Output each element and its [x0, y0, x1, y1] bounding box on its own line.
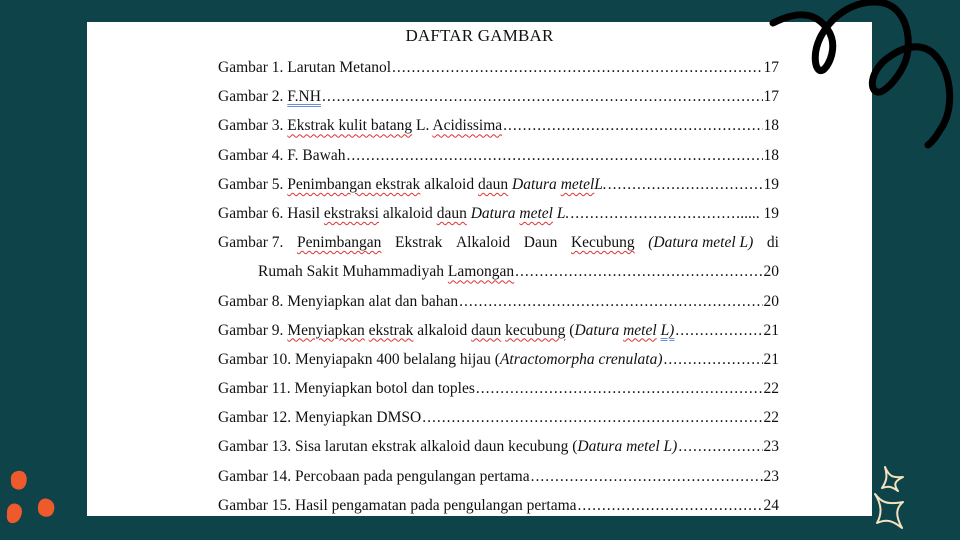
list-item[interactable]	[218, 53, 779, 82]
figure-caption: Penimbangan	[297, 234, 382, 252]
list-item[interactable]	[218, 432, 779, 461]
list-item[interactable]	[218, 82, 779, 111]
figure-number: Gambar 8.	[218, 292, 284, 310]
page-number: 17	[763, 88, 779, 106]
page-number: 18	[763, 117, 779, 135]
figure-caption: Menyiapkan DMSO	[295, 409, 422, 427]
figure-caption: Percobaan pada pengulangan pertama	[295, 467, 530, 485]
leader-dots	[675, 316, 762, 345]
figure-number: Gambar 9.	[218, 321, 284, 339]
figure-number: Gambar 1.	[218, 59, 284, 76]
figure-caption: daun	[436, 204, 467, 222]
leader-dots	[422, 403, 762, 432]
figure-number: Gambar 5.	[218, 175, 284, 193]
leader-dots	[515, 257, 762, 286]
figure-number: Gambar 6.	[218, 204, 284, 222]
figure-caption: Ekstrak kulit batang	[287, 117, 413, 135]
figure-caption: Rumah Sakit Muhammadiyah	[258, 263, 444, 281]
figure-number: Gambar 13.	[218, 438, 292, 456]
page-title: DAFTAR GAMBAR	[405, 26, 554, 45]
figure-caption: alkaloid	[417, 321, 468, 339]
figure-caption: Daun	[523, 234, 558, 252]
page-number: 21	[763, 321, 779, 339]
sparkle-stars-icon	[860, 450, 960, 540]
figure-caption: di	[766, 234, 779, 252]
leader-dots	[678, 432, 762, 461]
figure-caption: daun	[471, 321, 502, 339]
page-number: 18	[763, 146, 779, 164]
figure-number: Gambar 12.	[218, 409, 292, 427]
leader-dots	[664, 345, 763, 374]
figure-number: Gambar 15.	[218, 496, 292, 514]
page-number: 20	[763, 292, 779, 310]
figure-caption: F. Bawah	[287, 146, 346, 164]
leader-dots	[346, 141, 762, 170]
list-item[interactable]	[218, 228, 779, 257]
species-name: (Datura metel L)	[648, 234, 754, 252]
leader-dots	[476, 374, 763, 403]
figure-caption: Menyiapkan alat dan bahan	[287, 292, 459, 310]
list-item[interactable]	[218, 403, 779, 432]
list-item[interactable]	[218, 141, 779, 170]
figure-number: Gambar 7.	[218, 234, 284, 252]
species-name: L)	[660, 321, 675, 339]
list-item[interactable]	[218, 287, 779, 316]
figure-caption: kecubung	[505, 321, 566, 339]
figure-caption: Alkaloid	[455, 234, 511, 252]
page-number-value: 19	[763, 204, 779, 222]
figure-caption: Hasil pengamatan pada pengulangan pertama	[295, 496, 577, 514]
figure-caption: Penimbangan ekstrak	[287, 175, 421, 193]
page-number: 24	[763, 496, 779, 514]
species-name: Datura	[574, 321, 620, 339]
figure-caption: alkaloid	[382, 204, 433, 222]
figure-caption: ekstrak	[368, 321, 414, 339]
figure-caption: Ekstrak	[394, 234, 443, 252]
list-item-continuation[interactable]	[218, 257, 779, 286]
leader-dots	[608, 170, 763, 199]
figure-number: Gambar 14.	[218, 467, 292, 485]
document-page	[87, 22, 872, 516]
leader-dots-extra: .....	[740, 204, 760, 222]
figure-caption: Menyiapkan	[287, 321, 365, 339]
list-item[interactable]	[218, 491, 779, 520]
page-number: 23	[763, 438, 779, 456]
page-number	[740, 199, 779, 228]
species-name: metel	[560, 175, 595, 193]
orange-dots-icon	[0, 450, 100, 540]
figure-caption: Menyiapkan botol dan toples	[294, 380, 475, 398]
species-name: Datura metel L)	[577, 438, 678, 456]
figure-caption: Larutan Metanol	[287, 59, 392, 76]
leader-dots	[392, 53, 762, 82]
list-item[interactable]	[218, 316, 779, 345]
figure-caption: daun	[478, 175, 509, 193]
figure-number: Gambar 3.	[218, 117, 284, 135]
figure-caption: L.	[416, 117, 430, 135]
list-item[interactable]	[218, 374, 779, 403]
page-number: 17	[763, 59, 779, 76]
figure-caption: (	[569, 321, 575, 339]
leader-dots	[459, 287, 762, 316]
figure-number: Gambar 10.	[218, 350, 292, 368]
figure-caption: Menyiapakn 400 belalang hijau (	[295, 350, 500, 368]
species-name: metel	[623, 321, 657, 339]
figure-caption: Lamongan	[447, 263, 515, 281]
species-name: Datura	[470, 204, 516, 222]
figure-caption: ekstraksi	[323, 204, 379, 222]
list-item[interactable]	[218, 345, 779, 374]
list-item[interactable]	[218, 111, 779, 140]
leader-dots	[570, 199, 739, 228]
page-number: 22	[763, 409, 779, 427]
list-item[interactable]	[218, 199, 779, 228]
species-name: L.	[594, 175, 607, 193]
leader-dots	[578, 491, 763, 520]
list-item[interactable]	[218, 462, 779, 491]
page-number: 22	[763, 380, 779, 398]
species-name: Datura	[512, 175, 557, 193]
leader-dots	[322, 82, 763, 111]
page-number: 20	[763, 263, 779, 281]
figure-number: Gambar 2.	[218, 88, 284, 106]
page-number: 21	[763, 350, 779, 368]
figure-caption: Sisa larutan ekstrak alkaloid daun kecubung (	[295, 438, 578, 456]
figure-caption: Kecubung	[570, 234, 635, 252]
squiggle-line-icon	[760, 0, 960, 160]
page-number: 23	[763, 467, 779, 485]
page-number: 19	[763, 175, 779, 193]
leader-dots	[503, 111, 762, 140]
species-name: metel	[519, 204, 553, 222]
leader-dots	[531, 462, 763, 491]
list-item[interactable]	[218, 170, 779, 199]
figure-list	[218, 53, 779, 520]
species-name: Atractomorpha crenulata)	[499, 350, 663, 368]
figure-number: Gambar 4.	[218, 146, 284, 164]
species-name: L.	[556, 204, 570, 222]
figure-caption: alkaloid	[424, 175, 475, 193]
figure-number: Gambar 11.	[218, 380, 291, 398]
figure-caption: F.NH	[287, 88, 321, 106]
figure-caption: Acidissima	[432, 117, 503, 135]
figure-caption: Hasil	[287, 204, 321, 222]
